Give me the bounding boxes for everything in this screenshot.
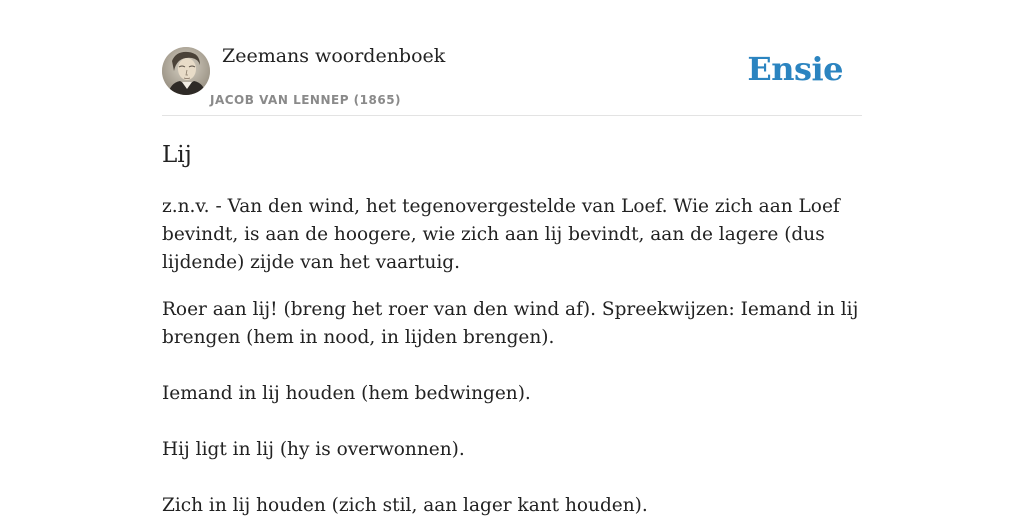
- ensie-logo[interactable]: Ensie: [747, 50, 843, 88]
- entry-paragraph: z.n.v. - Van den wind, het tegenovergestelde van Loef. Wie zich aan Loef bevindt, is aan de hoogere, wie zich aan lij bevindt, aan de lagere (dus lijdende) zijde van het vaartuig.: [162, 196, 840, 273]
- author-name: JACOB VAN LENNEP (1865): [210, 93, 402, 107]
- author-avatar[interactable]: [162, 47, 210, 95]
- page-header: [162, 0, 862, 116]
- entry-term: Lij: [162, 142, 192, 168]
- entry-paragraph: Hij ligt in lij (hy is overwonnen).: [162, 439, 465, 460]
- page-container: [162, 0, 862, 520]
- entry-paragraph: Roer aan lij! (breng het roer van den wind af). Spreekwijzen: Iemand in lij brengen (hem in nood, in lijden brengen).: [162, 299, 859, 348]
- entry-paragraph: Iemand in lij houden (hem bedwingen).: [162, 383, 531, 404]
- entry-paragraph: Zich in lij houden (zich stil, aan lager kant houden).: [162, 495, 648, 516]
- book-title-link[interactable]: Zeemans woordenboek: [222, 45, 446, 67]
- author-portrait-icon: [162, 47, 210, 95]
